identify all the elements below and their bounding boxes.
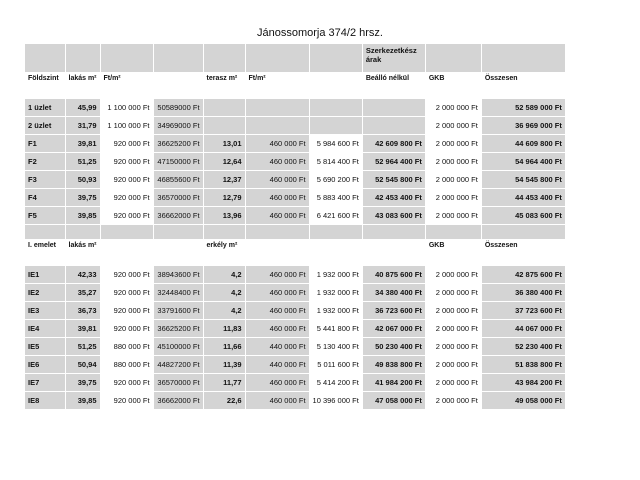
spacer-cell xyxy=(362,224,425,239)
table-cell: 51,25 xyxy=(65,337,100,355)
column-header xyxy=(309,72,362,98)
table-cell: 11,39 xyxy=(203,355,245,373)
table-cell: F5 xyxy=(25,206,65,224)
table-cell: 2 000 000 Ft xyxy=(425,206,481,224)
table-cell: 12,79 xyxy=(203,188,245,206)
table-cell: 43 083 600 Ft xyxy=(362,206,425,224)
table-cell: 51 838 800 Ft xyxy=(481,355,565,373)
header-cell xyxy=(100,44,153,72)
table-cell: 460 000 Ft xyxy=(245,188,309,206)
spacer-cell xyxy=(245,224,309,239)
table-cell: 2 000 000 Ft xyxy=(425,265,481,283)
header-cell xyxy=(309,44,362,72)
table-cell: 880 000 Ft xyxy=(100,337,153,355)
column-header: Ft/m² xyxy=(100,72,153,98)
table-cell: 5 441 800 Ft xyxy=(309,319,362,337)
column-header: GKB xyxy=(425,72,481,98)
first-floor-row xyxy=(25,373,565,391)
table-cell: 44 067 000 Ft xyxy=(481,319,565,337)
ground-floor-row xyxy=(25,206,565,224)
column-header: Ft/m² xyxy=(245,72,309,98)
table-cell: 49 838 800 Ft xyxy=(362,355,425,373)
table-cell: 39,85 xyxy=(65,391,100,409)
table-cell: 460 000 Ft xyxy=(245,170,309,188)
column-header: Összesen xyxy=(481,239,565,265)
first-floor-row xyxy=(25,265,565,283)
column-header: I. emelet xyxy=(25,239,65,265)
table-cell: 5 984 600 Ft xyxy=(309,134,362,152)
spacer-cell xyxy=(425,224,481,239)
table-cell: 45,99 xyxy=(65,98,100,116)
table-cell: 460 000 Ft xyxy=(245,373,309,391)
table-cell: 12,37 xyxy=(203,170,245,188)
table-cell: 4,2 xyxy=(203,283,245,301)
table-cell: 920 000 Ft xyxy=(100,373,153,391)
table-cell: 11,77 xyxy=(203,373,245,391)
table-cell: 42 067 000 Ft xyxy=(362,319,425,337)
table-cell: 44 453 400 Ft xyxy=(481,188,565,206)
table-cell: 43 984 200 Ft xyxy=(481,373,565,391)
table-cell: 22,6 xyxy=(203,391,245,409)
table-cell: 460 000 Ft xyxy=(245,152,309,170)
table-cell: 460 000 Ft xyxy=(245,206,309,224)
table-cell: 2 000 000 Ft xyxy=(425,188,481,206)
table-cell: 45 083 600 Ft xyxy=(481,206,565,224)
table-cell: IE6 xyxy=(25,355,65,373)
table-cell: 2 000 000 Ft xyxy=(425,355,481,373)
column-header xyxy=(153,239,203,265)
ground-floor-row xyxy=(25,134,565,152)
structure-price-header: Szerkezetkész árak xyxy=(362,44,425,72)
first-floor-row xyxy=(25,355,565,373)
first-floor-row xyxy=(25,301,565,319)
table-cell: 36662000 Ft xyxy=(153,206,203,224)
table-cell: 920 000 Ft xyxy=(100,391,153,409)
column-header xyxy=(362,239,425,265)
header-cell xyxy=(65,44,100,72)
top-header-row xyxy=(25,44,565,72)
table-cell: IE7 xyxy=(25,373,65,391)
table-cell: F4 xyxy=(25,188,65,206)
table-cell: F1 xyxy=(25,134,65,152)
table-cell: 11,83 xyxy=(203,319,245,337)
table-cell: 36625200 Ft xyxy=(153,319,203,337)
table-cell: 2 000 000 Ft xyxy=(425,170,481,188)
table-cell xyxy=(245,98,309,116)
table-cell: 50,93 xyxy=(65,170,100,188)
table-cell: 36570000 Ft xyxy=(153,188,203,206)
table-cell: 13,96 xyxy=(203,206,245,224)
table-cell: 42,33 xyxy=(65,265,100,283)
spacer-cell xyxy=(153,224,203,239)
table-cell: F3 xyxy=(25,170,65,188)
first-floor-header-row xyxy=(25,239,565,265)
table-cell: 2 000 000 Ft xyxy=(425,301,481,319)
ground-floor-row xyxy=(25,152,565,170)
table-cell: 39,75 xyxy=(65,188,100,206)
table-cell: 36570000 Ft xyxy=(153,373,203,391)
table-cell: 10 396 000 Ft xyxy=(309,391,362,409)
table-cell xyxy=(309,98,362,116)
table-cell xyxy=(203,116,245,134)
table-cell: 42 609 800 Ft xyxy=(362,134,425,152)
table-cell: 5 130 400 Ft xyxy=(309,337,362,355)
table-cell: 1 100 000 Ft xyxy=(100,98,153,116)
first-floor-row xyxy=(25,337,565,355)
table-cell: 4,2 xyxy=(203,265,245,283)
table-cell: 460 000 Ft xyxy=(245,283,309,301)
table-cell: 440 000 Ft xyxy=(245,355,309,373)
spacer-cell xyxy=(203,224,245,239)
table-cell xyxy=(203,98,245,116)
table-cell: 47 058 000 Ft xyxy=(362,391,425,409)
table-cell xyxy=(245,116,309,134)
spacer-cell xyxy=(65,224,100,239)
table-cell: 920 000 Ft xyxy=(100,301,153,319)
first-floor-row xyxy=(25,391,565,409)
column-header: terasz m² xyxy=(203,72,245,98)
table-cell: F2 xyxy=(25,152,65,170)
table-cell: 42 453 400 Ft xyxy=(362,188,425,206)
table-cell: 35,27 xyxy=(65,283,100,301)
table-cell: 5 883 400 Ft xyxy=(309,188,362,206)
table-cell: 2 000 000 Ft xyxy=(425,134,481,152)
table-cell: 460 000 Ft xyxy=(245,134,309,152)
table-cell: 1 932 000 Ft xyxy=(309,265,362,283)
table-cell: 39,81 xyxy=(65,319,100,337)
header-cell xyxy=(25,44,65,72)
table-cell: 52 964 400 Ft xyxy=(362,152,425,170)
table-cell: 880 000 Ft xyxy=(100,355,153,373)
table-cell: 50 230 400 Ft xyxy=(362,337,425,355)
table-cell: 34 380 400 Ft xyxy=(362,283,425,301)
spacer-cell xyxy=(100,224,153,239)
table-cell: 460 000 Ft xyxy=(245,391,309,409)
column-header: lakás m² xyxy=(65,72,100,98)
header-cell xyxy=(425,44,481,72)
ground-floor-header-row xyxy=(25,72,565,98)
table-cell xyxy=(309,116,362,134)
column-header xyxy=(245,239,309,265)
table-cell: 1 üzlet xyxy=(25,98,65,116)
table-cell: 31,79 xyxy=(65,116,100,134)
table-cell: 52 589 000 Ft xyxy=(481,98,565,116)
first-floor-row xyxy=(25,283,565,301)
table-cell: 920 000 Ft xyxy=(100,188,153,206)
table-cell: 2 000 000 Ft xyxy=(425,98,481,116)
table-cell: IE2 xyxy=(25,283,65,301)
table-cell: 920 000 Ft xyxy=(100,134,153,152)
table-cell: 36 723 600 Ft xyxy=(362,301,425,319)
table-cell: 13,01 xyxy=(203,134,245,152)
column-header: lakás m² xyxy=(65,239,100,265)
table-cell: 920 000 Ft xyxy=(100,319,153,337)
ground-floor-row xyxy=(25,98,565,116)
column-header xyxy=(309,239,362,265)
table-cell: 2 000 000 Ft xyxy=(425,319,481,337)
table-cell: 1 932 000 Ft xyxy=(309,301,362,319)
table-cell: 2 000 000 Ft xyxy=(425,152,481,170)
table-cell: IE5 xyxy=(25,337,65,355)
table-cell: 5 690 200 Ft xyxy=(309,170,362,188)
table-cell: 4,2 xyxy=(203,301,245,319)
table-cell: 42 875 600 Ft xyxy=(481,265,565,283)
table-cell: 32448400 Ft xyxy=(153,283,203,301)
column-header: Földszint xyxy=(25,72,65,98)
table-cell: IE1 xyxy=(25,265,65,283)
table-cell: 39,81 xyxy=(65,134,100,152)
table-cell: 38943600 Ft xyxy=(153,265,203,283)
table-cell: 5 414 200 Ft xyxy=(309,373,362,391)
table-cell: 52 545 800 Ft xyxy=(362,170,425,188)
sheet-title: Jánossomorja 374/2 hrsz. xyxy=(257,27,383,39)
table-cell: 11,66 xyxy=(203,337,245,355)
column-header: Összesen xyxy=(481,72,565,98)
table-cell xyxy=(362,116,425,134)
table-cell: 920 000 Ft xyxy=(100,206,153,224)
spacer-cell xyxy=(481,224,565,239)
table-cell: 5 814 400 Ft xyxy=(309,152,362,170)
table-cell: 6 421 600 Ft xyxy=(309,206,362,224)
spacer-cell xyxy=(25,224,65,239)
spacer-cell xyxy=(309,224,362,239)
table-cell: 2 000 000 Ft xyxy=(425,391,481,409)
table-cell: 40 875 600 Ft xyxy=(362,265,425,283)
table-cell: 46855600 Ft xyxy=(153,170,203,188)
table-cell: 460 000 Ft xyxy=(245,265,309,283)
table-cell: 41 984 200 Ft xyxy=(362,373,425,391)
table-cell: 44 609 800 Ft xyxy=(481,134,565,152)
table-cell: IE8 xyxy=(25,391,65,409)
table-cell: 36662000 Ft xyxy=(153,391,203,409)
table-cell: 36,73 xyxy=(65,301,100,319)
table-cell: 47150000 Ft xyxy=(153,152,203,170)
table-cell: 33791600 Ft xyxy=(153,301,203,319)
column-header xyxy=(100,239,153,265)
table-cell: 460 000 Ft xyxy=(245,319,309,337)
table-cell: 50589000 Ft xyxy=(153,98,203,116)
table-cell: 460 000 Ft xyxy=(245,301,309,319)
table-cell: 440 000 Ft xyxy=(245,337,309,355)
table-cell: 1 932 000 Ft xyxy=(309,283,362,301)
column-header xyxy=(153,72,203,98)
table-cell: IE4 xyxy=(25,319,65,337)
table-cell: 39,75 xyxy=(65,373,100,391)
spacer-row xyxy=(25,224,565,239)
table-cell: 36 969 000 Ft xyxy=(481,116,565,134)
table-cell: 49 058 000 Ft xyxy=(481,391,565,409)
table-cell: 45100000 Ft xyxy=(153,337,203,355)
header-cell xyxy=(481,44,565,72)
table-cell: 2 000 000 Ft xyxy=(425,283,481,301)
column-header: erkély m² xyxy=(203,239,245,265)
header-cell xyxy=(153,44,203,72)
ground-floor-row xyxy=(25,188,565,206)
price-table xyxy=(25,44,566,410)
table-cell: 34969000 Ft xyxy=(153,116,203,134)
table-cell: 2 üzlet xyxy=(25,116,65,134)
ground-floor-row xyxy=(25,170,565,188)
table-cell: 52 230 400 Ft xyxy=(481,337,565,355)
table-cell: 2 000 000 Ft xyxy=(425,337,481,355)
table-cell: 36 380 400 Ft xyxy=(481,283,565,301)
table-cell: 920 000 Ft xyxy=(100,265,153,283)
table-cell: IE3 xyxy=(25,301,65,319)
table-cell: 2 000 000 Ft xyxy=(425,116,481,134)
table-cell: 37 723 600 Ft xyxy=(481,301,565,319)
column-header: GKB xyxy=(425,239,481,265)
table-cell: 1 100 000 Ft xyxy=(100,116,153,134)
table-cell: 39,85 xyxy=(65,206,100,224)
header-cell xyxy=(203,44,245,72)
table-cell: 920 000 Ft xyxy=(100,170,153,188)
table-cell: 920 000 Ft xyxy=(100,152,153,170)
table-cell: 50,94 xyxy=(65,355,100,373)
first-floor-row xyxy=(25,319,565,337)
ground-floor-row xyxy=(25,116,565,134)
table-cell: 2 000 000 Ft xyxy=(425,373,481,391)
table-cell: 36625200 Ft xyxy=(153,134,203,152)
table-cell: 54 545 800 Ft xyxy=(481,170,565,188)
table-cell: 920 000 Ft xyxy=(100,283,153,301)
table-cell: 51,25 xyxy=(65,152,100,170)
header-cell xyxy=(245,44,309,72)
table-cell xyxy=(362,98,425,116)
column-header: Beálló nélkül xyxy=(362,72,425,98)
table-cell: 12,64 xyxy=(203,152,245,170)
table-cell: 44827200 Ft xyxy=(153,355,203,373)
table-cell: 54 964 400 Ft xyxy=(481,152,565,170)
table-cell: 5 011 600 Ft xyxy=(309,355,362,373)
